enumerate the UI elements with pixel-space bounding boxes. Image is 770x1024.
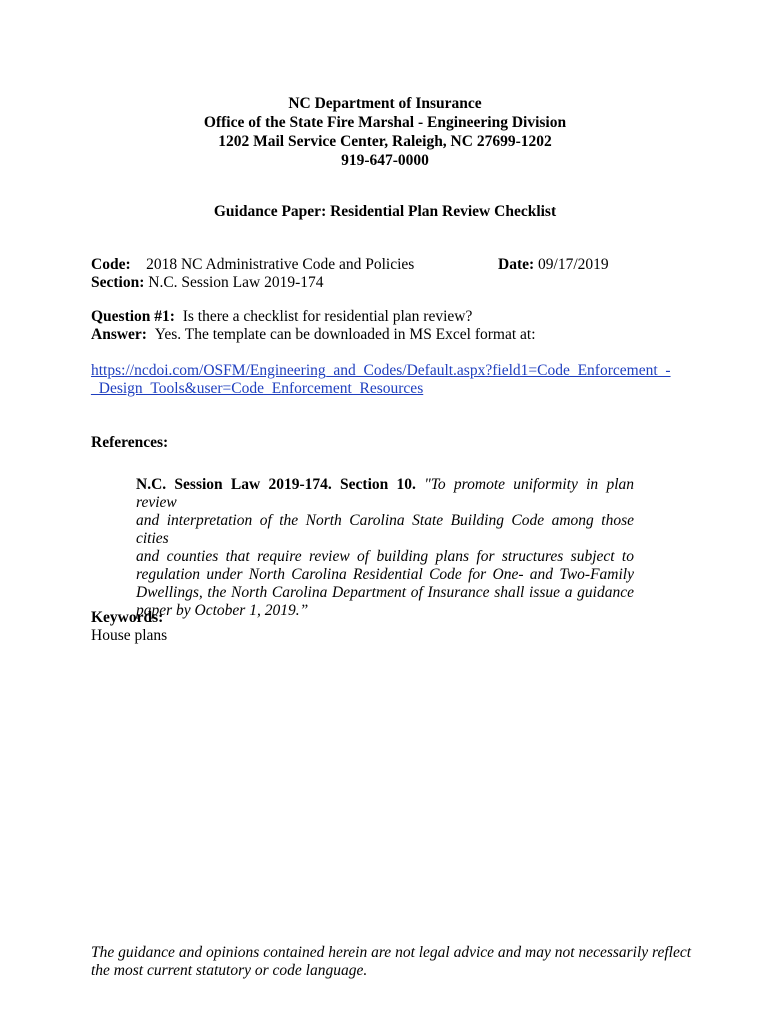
quote-text: "To promote uniformity in plan review xyxy=(136,476,635,511)
disclaimer-line: the most current statutory or code language. xyxy=(91,962,368,979)
code-label: Code: xyxy=(91,256,131,273)
link-line-1[interactable]: https://ncdoi.com/OSFM/Engineering_and_Codes/Default.aspx?field1=Code_Enforcement_- xyxy=(91,362,671,379)
section-label: Section: xyxy=(91,274,145,291)
date-field xyxy=(498,255,609,274)
answer-text: Yes. The template can be downloaded in MS Excel format at: xyxy=(154,326,536,343)
document-meta xyxy=(91,255,651,291)
question-label: Question #1: xyxy=(91,308,175,325)
quote-line: and interpretation of the North Carolina State Building Code among those cities xyxy=(136,512,634,547)
legal-disclaimer xyxy=(91,944,691,980)
code-value: 2018 NC Administrative Code and Policies xyxy=(146,256,415,273)
date-label: Date: xyxy=(498,256,535,273)
quote-line: regulation under North Carolina Residential Code for One- and Two-Family xyxy=(136,566,634,583)
link-line-2[interactable]: _Design_Tools&user=Code_Enforcement_Resources xyxy=(91,380,424,397)
code-row xyxy=(91,255,651,273)
section-row xyxy=(91,273,651,291)
date-value: 09/17/2019 xyxy=(538,256,609,273)
agency-name: NC Department of Insurance xyxy=(288,95,482,112)
phone-number: 919-647-0000 xyxy=(341,152,429,169)
letterhead xyxy=(0,94,770,170)
reference-citation: N.C. Session Law 2019-174. Section 10. xyxy=(136,476,416,493)
disclaimer-line: The guidance and opinions contained herein are not legal advice and may not necessarily reflect xyxy=(91,944,692,961)
quote-line: and counties that require review of building plans for structures subject to xyxy=(136,548,634,565)
references-heading: References: xyxy=(91,434,169,451)
reference-quote xyxy=(136,476,634,620)
keywords-value: House plans xyxy=(91,627,168,644)
question-row xyxy=(91,308,691,326)
answer-row xyxy=(91,326,691,344)
question-answer xyxy=(91,308,691,344)
document-title: Guidance Paper: Residential Plan Review Checklist xyxy=(213,203,557,220)
quote-line: paper by October 1, 2019.” xyxy=(136,602,309,619)
section-value: N.C. Session Law 2019-174 xyxy=(148,274,324,291)
keywords-heading: Keywords: xyxy=(91,609,164,626)
question-text: Is there a checklist for residential plan review? xyxy=(182,308,473,325)
keywords-section xyxy=(91,609,167,645)
mailing-address: 1202 Mail Service Center, Raleigh, NC 27699-1202 xyxy=(218,133,552,150)
answer-label: Answer: xyxy=(91,326,147,343)
division-name: Office of the State Fire Marshal - Engineering Division xyxy=(203,114,567,131)
excel-template-link[interactable] xyxy=(91,362,691,398)
quote-line: Dwellings, the North Carolina Department of Insurance shall issue a guidance xyxy=(136,584,634,601)
quote-line xyxy=(136,476,634,512)
